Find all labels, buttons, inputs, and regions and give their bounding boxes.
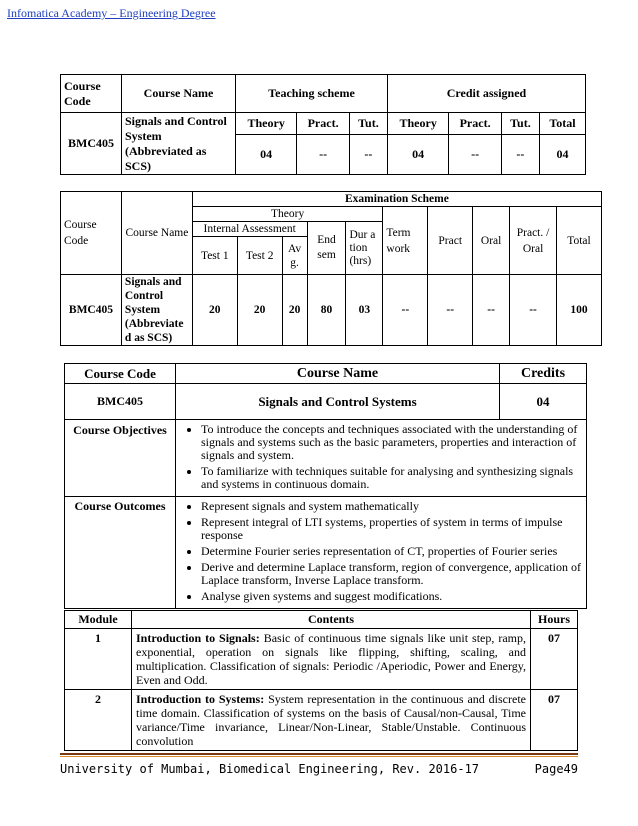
module-contents xyxy=(132,629,531,690)
t2-header-code: Course Code xyxy=(61,192,122,275)
t1-course-code: BMC405 xyxy=(61,113,122,175)
outcomes-list xyxy=(179,500,583,603)
t4-header-hours: Hours xyxy=(531,611,578,629)
t4-header-contents: Contents xyxy=(132,611,531,629)
outcome-item: • Analyse given systems and suggest modifications. xyxy=(201,590,583,603)
t2-header-pract: Pract xyxy=(428,207,473,275)
t1-sub-theory: Theory xyxy=(236,113,297,135)
module-text: Basic of continuous time signals like unit step, ramp, exponential, operation on signals like flipping, shifting, scaling, and multiplication. Classification of signals: Periodic /Aperiodic, Power and Energy, Even and Odd. xyxy=(136,631,526,687)
t2-header-test2: Test 2 xyxy=(237,237,282,275)
module-number: 1 xyxy=(65,629,132,690)
module-hours: 07 xyxy=(531,690,578,751)
t1-val-theory-credit: 04 xyxy=(388,135,449,175)
t1-val-theory: 04 xyxy=(236,135,297,175)
t1-header-teaching: Teaching scheme xyxy=(236,75,388,113)
t2-header-endsem: End sem xyxy=(307,222,346,275)
objective-item: • To introduce the concepts and techniques associated with the understanding of signals and systems such as the basic parameters, properties and interaction of signals and system. xyxy=(201,423,583,462)
t1-sub-theory-credit: Theory xyxy=(388,113,449,135)
footer-page-number: Page49 xyxy=(534,762,578,776)
t1-header-code: Course Code xyxy=(61,75,122,113)
outcome-item: • Represent integral of LTI systems, properties of system in terms of impulse response xyxy=(201,516,583,542)
t3-header-credits: Credits xyxy=(500,364,587,384)
t1-val-tut: -- xyxy=(349,135,387,175)
t1-course-name: Signals and Control System (Abbreviated as SCS) xyxy=(122,113,236,175)
t1-sub-tut-credit: Tut. xyxy=(501,113,539,135)
t1-sub-total: Total xyxy=(540,113,586,135)
module-row xyxy=(65,690,578,751)
t2-val-practoral: -- xyxy=(510,275,557,346)
outcomes-cell xyxy=(176,497,587,609)
t1-sub-pract: Pract. xyxy=(297,113,350,135)
t2-val-avg: 20 xyxy=(282,275,307,346)
t1-val-tut-credit: -- xyxy=(501,135,539,175)
t2-val-duration: 03 xyxy=(346,275,383,346)
objectives-cell xyxy=(176,420,587,497)
outcome-item: • Derive and determine Laplace transform, region of convergence, application of Laplace transform, Inverse Laplace transform. xyxy=(201,561,583,587)
t1-val-pract: -- xyxy=(297,135,350,175)
t1-header-name: Course Name xyxy=(122,75,236,113)
t2-header-internal: Internal Assessment xyxy=(192,222,307,237)
t2-header-duration: Dur a tion (hrs) xyxy=(346,222,383,275)
t3-header-name: Course Name xyxy=(176,364,500,384)
module-hours: 07 xyxy=(531,629,578,690)
course-details-table xyxy=(64,363,587,609)
t2-header-termwork: Term work xyxy=(383,207,428,275)
t2-header-practoral: Pract. / Oral xyxy=(510,207,557,275)
t1-val-total: 04 xyxy=(540,135,586,175)
t2-val-test1: 20 xyxy=(192,275,237,346)
objectives-label: Course Objectives xyxy=(65,420,176,497)
footer-university: University of Mumbai, Biomedical Engineering, Rev. 2016-17 xyxy=(60,762,480,776)
examination-scheme-table xyxy=(60,191,602,346)
t1-sub-tut: Tut. xyxy=(349,113,387,135)
outcome-item: • Determine Fourier series representation of CT, properties of Fourier series xyxy=(201,545,583,558)
module-contents xyxy=(132,690,531,751)
outcome-item: • Represent signals and system mathematically xyxy=(201,500,583,513)
t2-val-pract: -- xyxy=(428,275,473,346)
module-row xyxy=(65,629,578,690)
t2-header-oral: Oral xyxy=(473,207,510,275)
t1-val-pract-credit: -- xyxy=(449,135,502,175)
t3-course-name: Signals and Control Systems xyxy=(176,384,500,420)
footer-rule-accent xyxy=(60,756,578,757)
module-title: Introduction to Signals: xyxy=(136,631,260,645)
t2-header-name: Course Name xyxy=(121,192,192,275)
t2-val-oral: -- xyxy=(473,275,510,346)
t2-course-code: BMC405 xyxy=(61,275,122,346)
t2-header-test1: Test 1 xyxy=(192,237,237,275)
footer-rule xyxy=(60,753,578,755)
t2-header-total: Total xyxy=(557,207,602,275)
t2-header-theory: Theory xyxy=(192,207,383,222)
outcomes-label: Course Outcomes xyxy=(65,497,176,609)
teaching-scheme-table xyxy=(60,74,586,175)
t3-credits: 04 xyxy=(500,384,587,420)
objectives-list xyxy=(179,423,583,491)
t2-val-termwork: -- xyxy=(383,275,428,346)
t2-val-total: 100 xyxy=(557,275,602,346)
t1-header-credit: Credit assigned xyxy=(388,75,586,113)
t2-header-exam: Examination Scheme xyxy=(192,192,601,207)
t3-header-code: Course Code xyxy=(65,364,176,384)
t1-sub-pract-credit: Pract. xyxy=(449,113,502,135)
objective-item: • To familiarize with techniques suitable for analysing and synthesizing signals and systems in continuous domain. xyxy=(201,465,583,491)
t4-header-module: Module xyxy=(65,611,132,629)
header-link[interactable]: Infomatica Academy – Engineering Degree xyxy=(7,6,216,20)
module-number: 2 xyxy=(65,690,132,751)
t2-header-avg: Av g. xyxy=(282,237,307,275)
t2-val-test2: 20 xyxy=(237,275,282,346)
module-contents-table xyxy=(64,610,578,751)
t2-course-name: Signals and Control System (Abbreviate d as SCS) xyxy=(121,275,192,346)
module-title: Introduction to Systems: xyxy=(136,692,265,706)
t2-val-endsem: 80 xyxy=(307,275,346,346)
module-text: System representation in the continuous and discrete time domain. Classification of systems on the basis of Causal/non-Causal, Time variance/Time invariance, Linear/Non-Linear, Stable/Unstable. Continuous convolution xyxy=(136,692,526,748)
t3-course-code: BMC405 xyxy=(65,384,176,420)
